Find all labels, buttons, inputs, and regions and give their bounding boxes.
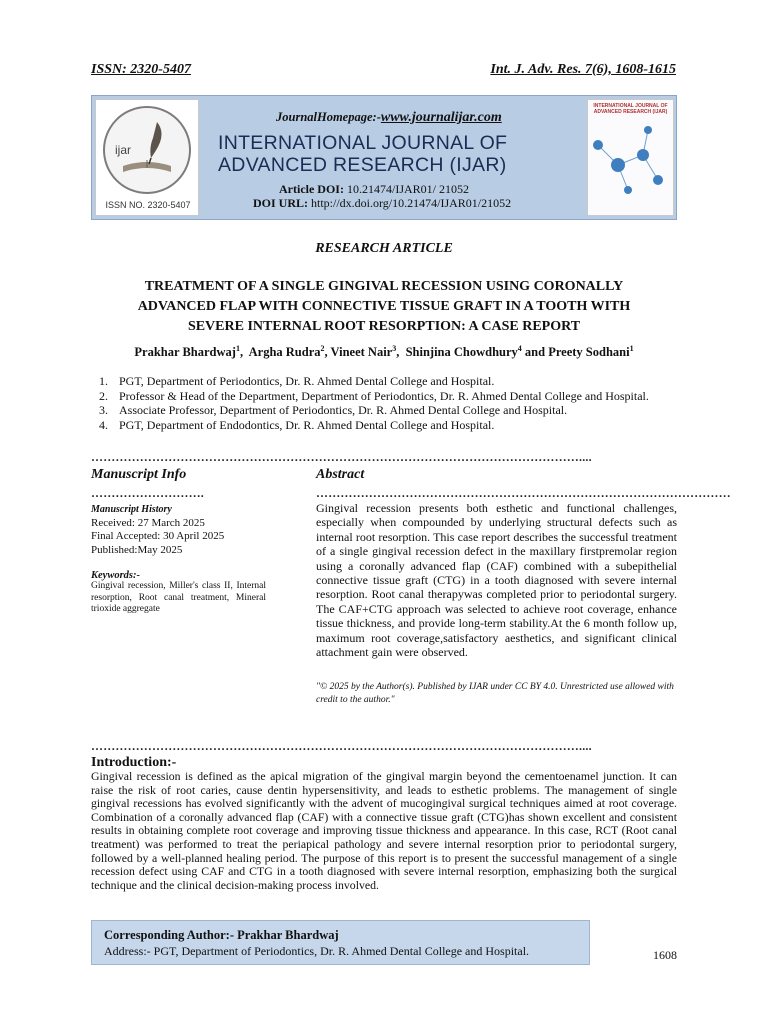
corresponding-author-box xyxy=(91,920,590,965)
title-line: SEVERE INTERNAL ROOT RESORPTION: A CASE REPORT xyxy=(187,319,581,334)
section-divider: ………………………………………………………………………………………………………….... xyxy=(91,450,592,464)
doi-label: Article DOI: xyxy=(279,182,344,196)
doi-url xyxy=(253,196,511,211)
title-line: ADVANCED FLAP WITH CONNECTIVE TISSUE GRAFT IN A TOOTH WITH xyxy=(137,299,631,314)
author-affil-mark: 1 xyxy=(235,344,240,353)
introduction-text: Gingival recession is defined as the apical migration of the gingival margin beyond the cementoenamel junction. It can raise the risk of root caries, cause dentin hypersensitivity, and leads to esthetic problems. The management of single gingival recessions has evolved significantly with the advent of mucogingival surgical techniques aimed at root coverage. Combination of a coronally advanced flap (CAF) with a connective tissue graft (CTG)has shown excellent and consistent results in obtaining complete root coverage and improving tissue thickness and appearance. In this case, RCT (Root canal treatment) was performed to treat the periapical pathology and severe internal resorption prior to periodontal surgery, followed by a well-planned healing period. The purpose of this report is to present the successful management of a single recession defect using CAF and CTG in a tooth diagnosed with severe internal resorption, emphasizing both the surgical technique and the clinical decision-making process involved. xyxy=(91,769,677,892)
citation-header: Int. J. Adv. Res. 7(6), 1608-1615 xyxy=(490,62,676,77)
author-name: Vineet Nair xyxy=(330,345,393,360)
section-divider: ………………………………………………………………………………………… xyxy=(316,486,731,500)
journal-banner xyxy=(91,95,677,220)
introduction-heading: Introduction:- xyxy=(91,755,177,770)
author-name: Preety Sodhani xyxy=(548,345,630,360)
doi-value: 10.21474/IJAR01/ 21052 xyxy=(346,182,469,196)
author-affil-mark: 4 xyxy=(517,344,522,353)
article-doi xyxy=(279,182,469,197)
history-label: Manuscript History xyxy=(91,504,172,515)
journal-homepage xyxy=(276,110,502,126)
logo-wordmark: ijar xyxy=(115,143,132,157)
affiliation-item: 1. PGT, Department of Periodontics, Dr. R. Ahmed Dental College and Hospital. xyxy=(111,374,677,389)
author-name: Shinjina Chowdhury xyxy=(405,345,518,360)
affiliation-item: 3. Associate Professor, Department of Periodontics, Dr. R. Ahmed Dental College and Hospital. xyxy=(111,403,677,418)
journal-title-line2: ADVANCED RESEARCH (IJAR) xyxy=(218,154,507,176)
abstract-heading: Abstract xyxy=(316,467,365,482)
author-name: Prakhar Bhardwaj xyxy=(134,345,236,360)
journal-title-line1: INTERNATIONAL JOURNAL OF xyxy=(218,132,508,154)
manuscript-history xyxy=(91,503,291,557)
issn-header: ISSN: 2320-5407 xyxy=(91,62,191,77)
keywords-label: Keywords:- xyxy=(91,570,140,581)
doi-url-link[interactable]: http://dx.doi.org/10.21474/IJAR01/21052 xyxy=(311,196,512,210)
logo-issn: ISSN NO. 2320-5407 xyxy=(105,200,191,210)
corresponding-author-label: Corresponding Author:- Prakhar Bhardwaj xyxy=(104,928,339,942)
keywords-text: Gingival recession, Miller's class II, Internal resorption, Root canal treatment, Mineral trioxide aggregate xyxy=(91,581,266,614)
section-divider: ………………………………………………………………………………………………………….... xyxy=(91,739,592,753)
affiliation-item: 4. PGT, Department of Endodontics, Dr. R. Ahmed Dental College and Hospital. xyxy=(111,418,677,433)
journal-logo xyxy=(95,99,199,216)
corresponding-author-address: Address:- PGT, Department of Periodontics, Dr. R. Ahmed Dental College and Hospital. xyxy=(104,944,530,958)
accepted-date: Final Accepted: 30 April 2025 xyxy=(91,530,225,542)
author-affil-mark: 2 xyxy=(320,344,325,353)
author-list: Prakhar Bhardwaj$^1$, Argha Rudra$^2$, Vineet Nair$^3$, Shinjina Chowdhury$^4$ and Preety Sodhani$^1$ xyxy=(134,344,634,360)
molecule-icon xyxy=(588,115,673,205)
affiliation-item: 2. Professor & Head of the Department, Department of Periodontics, Dr. R. Ahmed Dental College and Hospital. xyxy=(111,389,677,404)
paper-title xyxy=(91,277,677,337)
doi-url-label: DOI URL: xyxy=(253,196,309,210)
keywords-block xyxy=(91,570,266,616)
affiliation-list xyxy=(91,374,677,432)
homepage-label: JournalHomepage:- xyxy=(276,110,381,124)
author-name: Argha Rudra xyxy=(248,345,321,360)
section-divider: ………………………. xyxy=(91,486,204,500)
homepage-link[interactable]: www.journalijar.com xyxy=(380,110,502,125)
received-date: Received: 27 March 2025 xyxy=(91,516,205,529)
published-date: Published:May 2025 xyxy=(91,543,183,556)
cover-title: INTERNATIONAL JOURNAL OF ADVANCED RESEARCH (IJAR) xyxy=(593,103,668,115)
license-note: "© 2025 by the Author(s). Published by IJAR under CC BY 4.0. Unrestricted use allowed with credit to the author." xyxy=(316,682,674,705)
author-affil-mark: 3 xyxy=(392,344,397,353)
page-number: 1608 xyxy=(653,948,677,962)
abstract-text: Gingival recession presents both esthetic and functional challenges, especially when compounded by underlying structural defects such as internal root resorption. This case report describes the successful treatment of a single gingival recession defect in the maxillary firstpremolar region using a coronally advanced flap (CAF) combined with a subepithelial connective tissue graft (CTG) in a tooth diagnosed with severe internal resorption. Root canal therapywas completed prior to periodontal surgery. The CAF+CTG approach was selected to achieve root coverage, enhance tissue thickness, and provide long-term stability.At the 6 month follow up, maximum root coverage,satisfactory aesthetics, and significant clinical attachment gain were observed. xyxy=(316,501,677,660)
author-affil-mark: 1 xyxy=(629,344,634,353)
journal-title xyxy=(218,132,507,176)
journal-cover-thumbnail xyxy=(587,99,674,216)
manuscript-info-heading: Manuscript Info xyxy=(91,467,187,482)
article-type: RESEARCH ARTICLE xyxy=(315,241,453,256)
title-line: TREATMENT OF A SINGLE GINGIVAL RECESSION USING CORONALLY xyxy=(144,279,624,294)
